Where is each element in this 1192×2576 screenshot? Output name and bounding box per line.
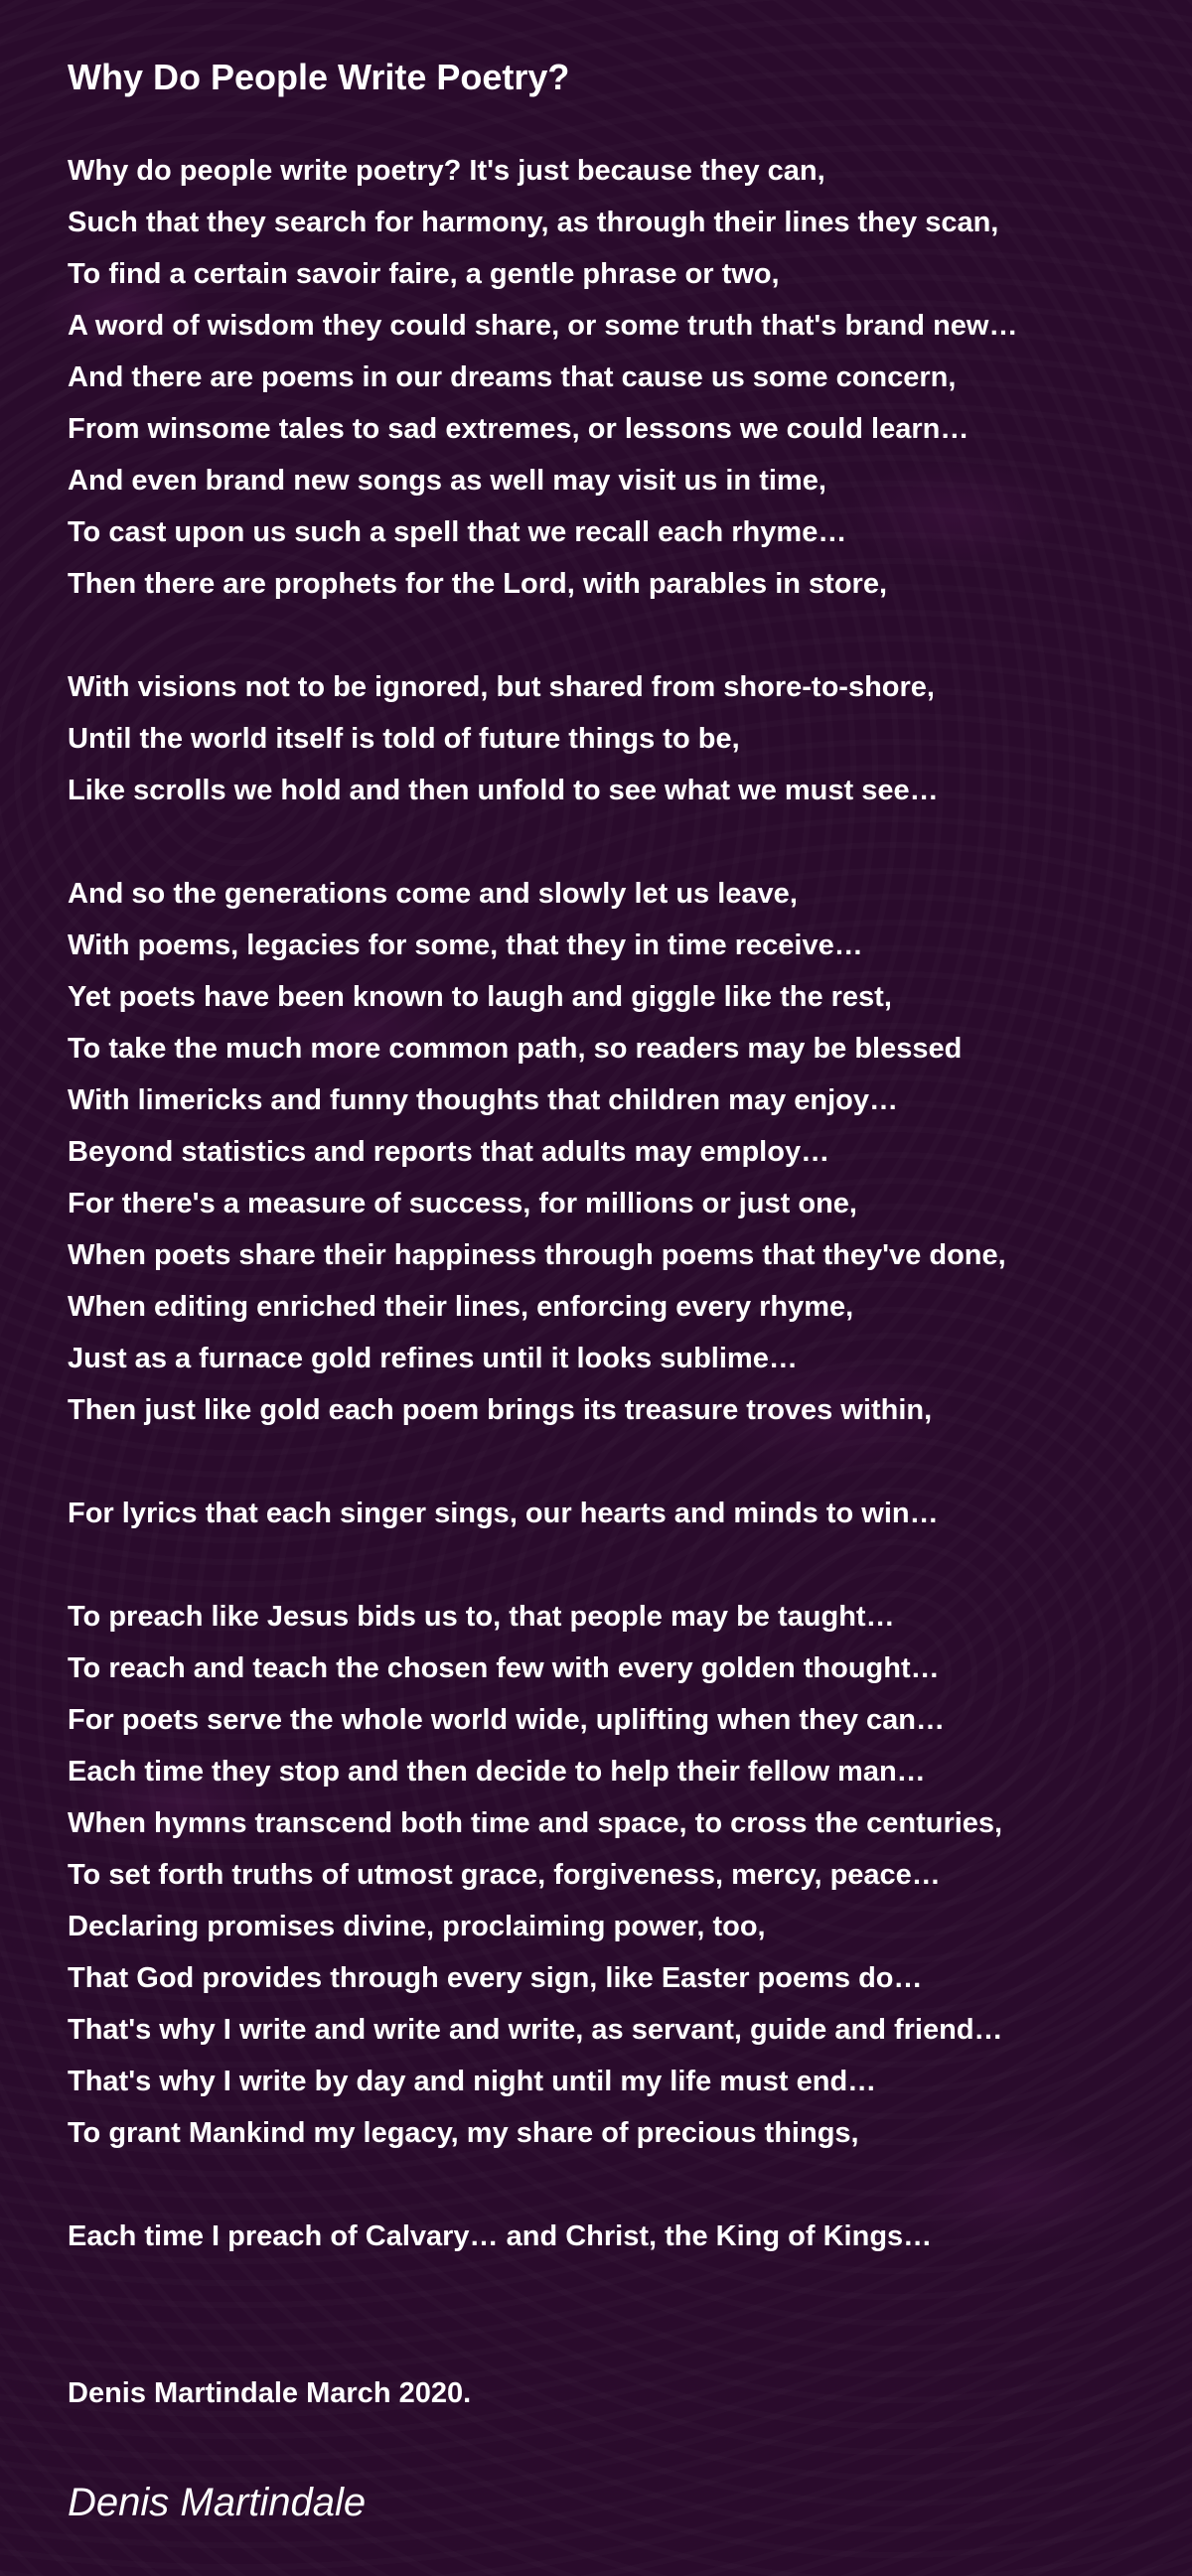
- poem-line: Then there are prophets for the Lord, with parables in store,: [68, 568, 888, 600]
- poem-line: When editing enriched their lines, enforcing every rhyme,: [68, 1291, 854, 1323]
- poem-line: Such that they search for harmony, as through their lines they scan,: [68, 207, 999, 238]
- poem-line: A word of wisdom they could share, or some truth that's brand new…: [68, 310, 1018, 342]
- poem-line: Like scrolls we hold and then unfold to see what we must see…: [68, 775, 939, 806]
- poem-line: For lyrics that each singer sings, our hearts and minds to win…: [68, 1498, 939, 1529]
- poem-dateline: Denis Martindale March 2020.: [68, 2377, 472, 2409]
- stanza-6: [68, 2211, 1170, 2262]
- poem-line: Why do people write poetry? It's just because they can,: [68, 155, 825, 187]
- poem-line: For poets serve the whole world wide, uplifting when they can…: [68, 1704, 945, 1736]
- poem-line: With limericks and funny thoughts that children may enjoy…: [68, 1084, 899, 1116]
- stanza-1: [68, 145, 1170, 610]
- poem-line: And even brand new songs as well may visit us in time,: [68, 465, 826, 497]
- poem-line: When poets share their happiness through poems that they've done,: [68, 1239, 1006, 1271]
- poem-line: That's why I write by day and night until my life must end…: [68, 2066, 877, 2097]
- poem-line: Each time they stop and then decide to help their fellow man…: [68, 1756, 926, 1788]
- poem-line: To cast upon us such a spell that we recall each rhyme…: [68, 516, 847, 548]
- poem-line: Beyond statistics and reports that adults may employ…: [68, 1136, 830, 1168]
- poem-body: [68, 48, 1170, 2262]
- stanza-4: [68, 1488, 1170, 1539]
- poem-line: With visions not to be ignored, but shared from shore-to-shore,: [68, 671, 935, 703]
- poem-line: To find a certain savoir faire, a gentle phrase or two,: [68, 258, 780, 290]
- poem-line: Yet poets have been known to laugh and giggle like the rest,: [68, 981, 892, 1013]
- poem-line: And so the generations come and slowly let us leave,: [68, 878, 798, 910]
- poem-line: To preach like Jesus bids us to, that people may be taught…: [68, 1601, 895, 1633]
- stanza-3: [68, 868, 1170, 1436]
- stanza-2: [68, 661, 1170, 816]
- poem-line: That's why I write and write and write, as servant, guide and friend…: [68, 2014, 1003, 2046]
- poem-line: Each time I preach of Calvary… and Christ, the King of Kings…: [68, 2220, 933, 2252]
- poem-title: Why Do People Write Poetry?: [68, 57, 570, 97]
- poem-line: Declaring promises divine, proclaiming power, too,: [68, 1911, 766, 1942]
- poem-line: With poems, legacies for some, that they in time receive…: [68, 930, 863, 961]
- poem-line: And there are poems in our dreams that cause us some concern,: [68, 361, 957, 393]
- stanza-5: [68, 1591, 1170, 2159]
- poem-line: Until the world itself is told of future things to be,: [68, 723, 740, 755]
- author-name[interactable]: Denis Martindale: [68, 2481, 367, 2524]
- poem-line: For there's a measure of success, for millions or just one,: [68, 1188, 857, 1219]
- poem-line: To set forth truths of utmost grace, forgiveness, mercy, peace…: [68, 1859, 941, 1891]
- poem-line: When hymns transcend both time and space, to cross the centuries,: [68, 1807, 1003, 1839]
- poem-line: Then just like gold each poem brings its treasure troves within,: [68, 1394, 933, 1426]
- poem-line: That God provides through every sign, like Easter poems do…: [68, 1962, 923, 1994]
- poem-line: To grant Mankind my legacy, my share of precious things,: [68, 2117, 859, 2149]
- poem-line: From winsome tales to sad extremes, or lessons we could learn…: [68, 413, 969, 445]
- poem-line: To reach and teach the chosen few with every golden thought…: [68, 1652, 940, 1684]
- poem-line: To take the much more common path, so readers may be blessed: [68, 1033, 963, 1065]
- poem-line: Just as a furnace gold refines until it looks sublime…: [68, 1343, 798, 1374]
